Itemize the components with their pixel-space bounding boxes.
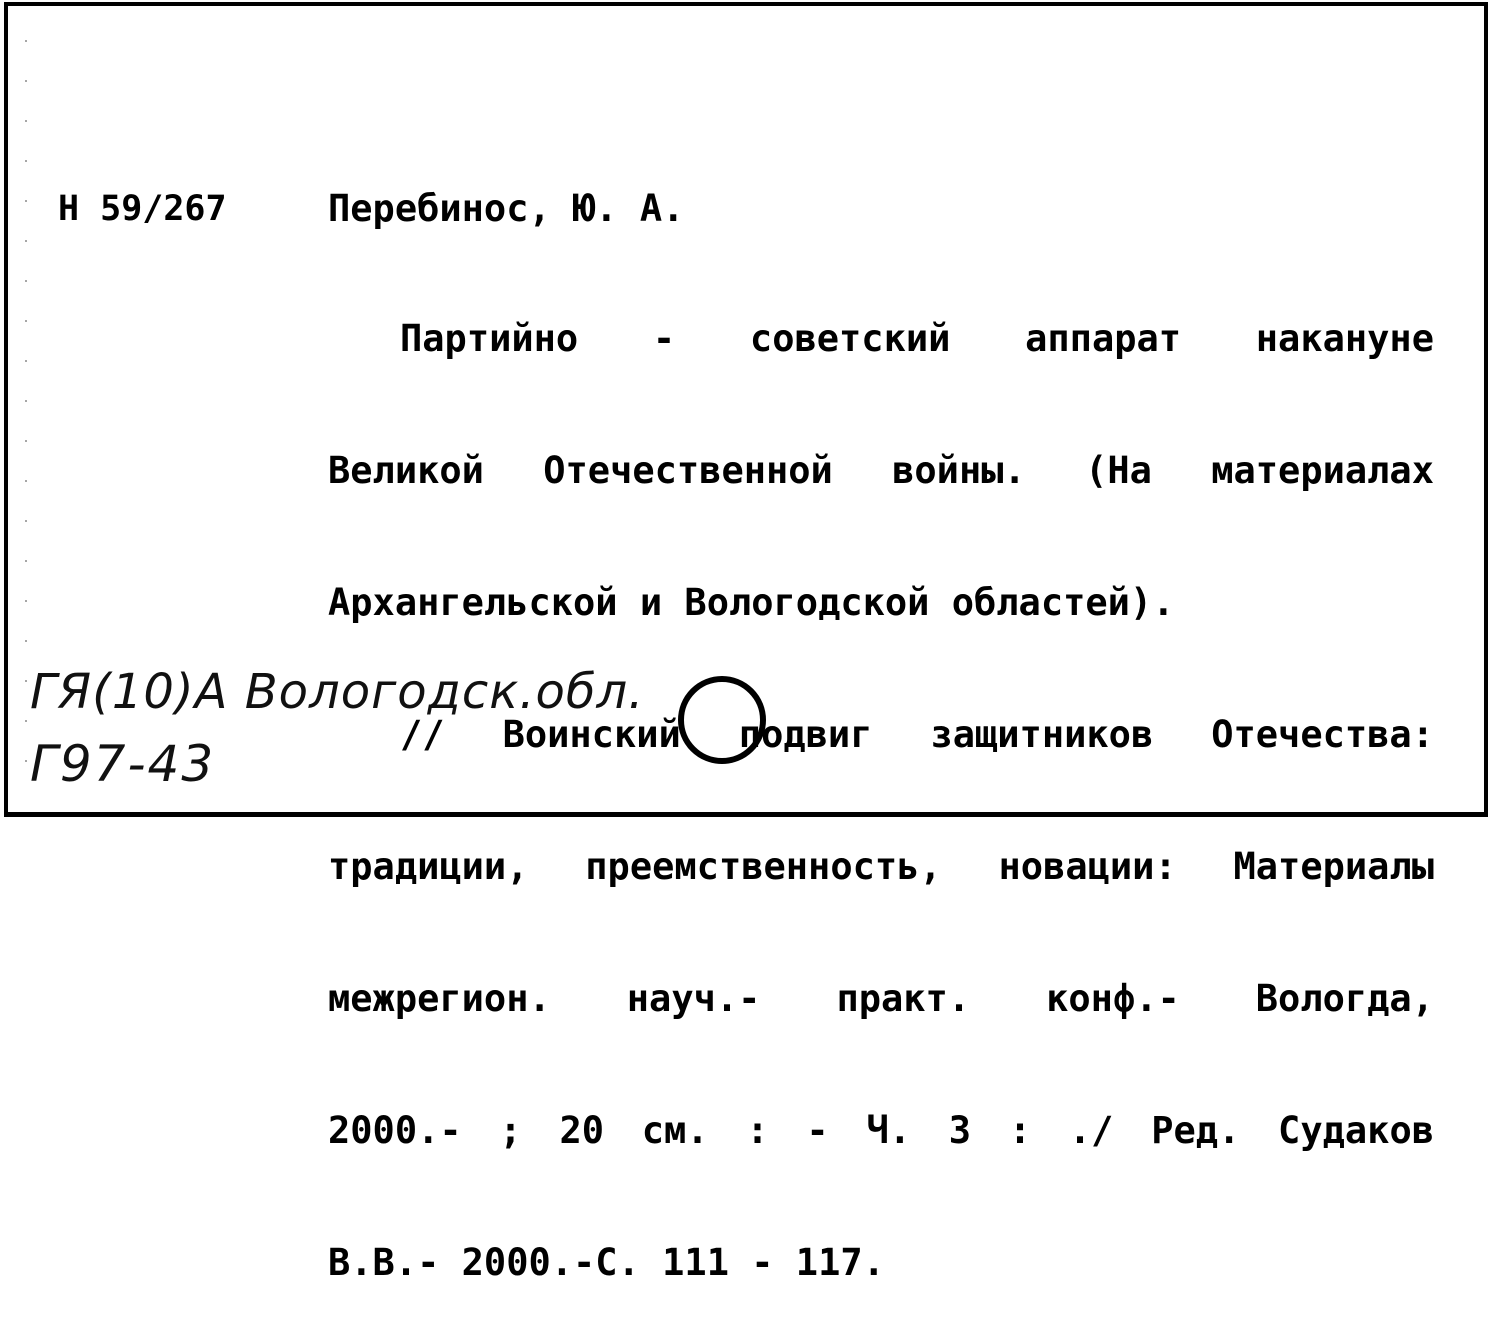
citation-line: Архангельской и Вологодской областей). [328, 581, 1175, 624]
author-name: Перебинос, Ю. А. [328, 187, 685, 230]
citation-line: Великой Отечественной войны. (На материалах [328, 449, 1434, 492]
citation-line: // Воинский подвиг защитников Отечества: [400, 713, 1434, 756]
citation-line: Партийно - советский аппарат накануне [400, 317, 1434, 360]
citation-line: традиции, преемственность, новации: Материалы [328, 845, 1434, 888]
call-number: Н 59/267 [58, 189, 227, 229]
citation-text [328, 229, 1434, 1329]
citation-line: В.В.- 2000.-С. 111 - 117. [328, 1241, 885, 1284]
handwritten-classification: ГЯ(10)А Вологодск.обл. [30, 664, 645, 720]
citation-line: межрегион. науч.- практ. конф.- Вологда, [328, 977, 1434, 1020]
handwritten-code: Г97-43 [30, 735, 216, 793]
citation-line: 2000.- ; 20 см. : - Ч. 3 : ./ Ред. Судаков [328, 1109, 1434, 1152]
circle-mark-icon [676, 674, 772, 770]
